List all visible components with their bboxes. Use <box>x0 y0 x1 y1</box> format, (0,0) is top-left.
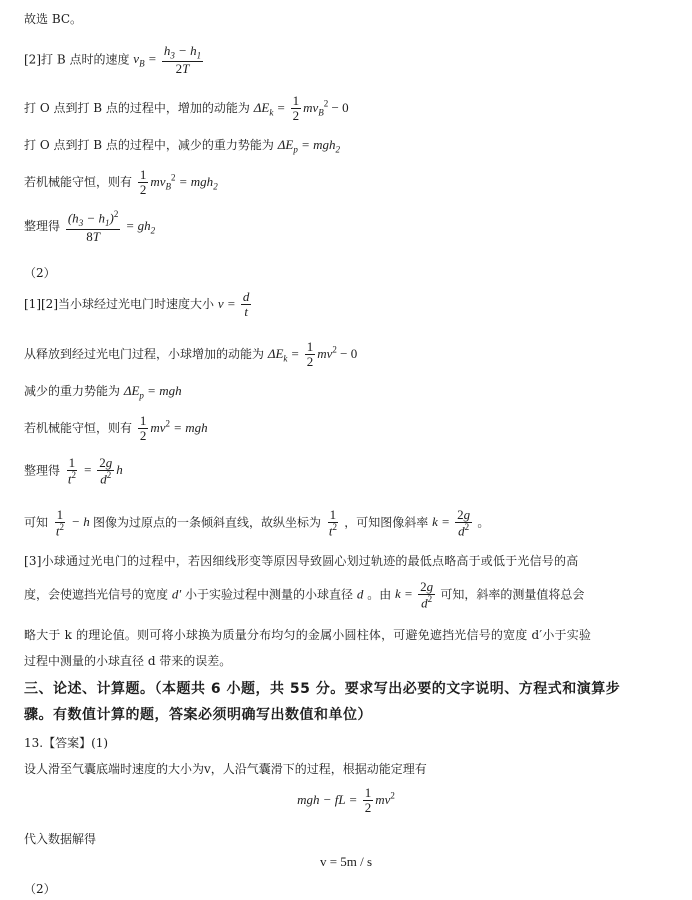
formula-vb: $v_B$ = $\frac{h_3 - h_1}{2T}$ <box>133 43 202 77</box>
text-line <box>24 290 253 320</box>
answer-label: 13.【答案】(1) <box>24 736 109 750</box>
line-text: 。 <box>477 515 490 530</box>
line-text: 若机械能守恒，则有 <box>24 420 133 435</box>
text-line <box>24 94 349 124</box>
text-line: 设人滑至气囊底端时速度的大小为v，人沿气囊滑下的过程，根据动能定理有 <box>24 762 427 776</box>
line-text: 小于实验过程中测量的小球直径 <box>185 587 354 602</box>
formula-slope-2: k = $\frac{2g}{d^2}$ <box>395 579 434 611</box>
text-line <box>24 456 123 487</box>
line-text: [1][2]当小球经过光电门时速度大小 <box>24 296 214 311</box>
formula-ek-2: $\Delta E_k$ = $\frac{1}{2}$ $mv^2 - 0$ <box>267 339 358 370</box>
text-line <box>24 44 205 77</box>
section-heading: 三、论述、计算题。（本题共 6 小题，共 55 分。要求写出必要的文字说明、方程式和演算步 <box>24 681 621 697</box>
line-text: [2]打 B 点时的速度 <box>24 52 130 67</box>
part-label: （2） <box>24 882 56 896</box>
line-text: 整理得 <box>24 463 61 478</box>
line-text: 图像为过原点的一条倾斜直线，故纵坐标为 <box>93 515 322 530</box>
text-line: 故选 BC。 <box>24 12 83 26</box>
text-line <box>24 168 218 198</box>
formula-ek: $\Delta E_k$ = $\frac{1}{2}$ $mv_B^2 - 0$ <box>253 93 349 124</box>
line-text: ，可知图像斜率 <box>344 515 429 530</box>
line-text: 打 O 点到打 B 点的过程中，增加的动能为 <box>24 100 250 115</box>
text-line <box>24 136 340 155</box>
text-line: 略大于 k 的理论值。则可将小球换为质量分布均匀的金属小圆柱体，可避免遮挡光信号的宽度 d′小于实验 <box>24 628 592 642</box>
text-line <box>24 340 357 370</box>
formula-slope: k = $\frac{2g}{d^2}$ <box>432 507 471 539</box>
formula-ordinate: $\frac{1}{t^2}$ <box>328 507 337 539</box>
line-text: 整理得 <box>24 219 61 234</box>
formula-axes: $\frac{1}{t^2}$ − h <box>55 507 93 539</box>
formula-result-2: $\frac{1}{t^2}$ = $\frac{2g}{d^2}$ h <box>67 455 123 487</box>
text-line <box>24 508 489 539</box>
line-text: 可知 <box>24 515 49 530</box>
text-line: [3]小球通过光电门的过程中，若因细线形变等原因导致圆心划过轨迹的最低点略高于或低于光信号的高 <box>24 554 579 568</box>
formula-ep-2: $\Delta E_p$ = mgh <box>123 383 182 401</box>
text-line <box>24 210 155 244</box>
formula-conservation-2: $\frac{1}{2}$ $mv^2$ = mgh <box>139 413 208 444</box>
line-text: 度，会使遮挡光信号的宽度 <box>24 587 169 602</box>
text-line <box>24 414 208 444</box>
line-text: 若机械能守恒，则有 <box>24 174 133 189</box>
formula-kinetic-theorem: mgh − fL = $\frac{1}{2}$ $mv^2$ <box>297 785 395 816</box>
formula-ep: $\Delta E_p = mgh_2$ <box>277 137 340 155</box>
section-heading: 骤。有数值计算的题，答案必须明确写出数值和单位） <box>24 707 372 723</box>
formula-d: d <box>356 586 364 602</box>
formula-energy-conservation: $\frac{1}{2}$ $mv_B^2 = mgh_2$ <box>139 167 218 198</box>
part-label: （2） <box>24 266 56 280</box>
formula-result: $\frac{(h_3 - h_1)^2}{8T}$ = $gh_2$ <box>67 209 156 244</box>
text-line: 代入数据解得 <box>24 832 97 846</box>
formula-d-prime: d′ <box>171 586 182 602</box>
text-line: 过程中测量的小球直径 d 带来的误差。 <box>24 654 232 668</box>
line-text: 打 O 点到打 B 点的过程中，减少的重力势能为 <box>24 138 274 152</box>
formula-result-v: v = 5m / s <box>319 854 373 869</box>
text-line <box>24 382 182 401</box>
line-text: 减少的重力势能为 <box>24 384 121 398</box>
text-line <box>24 580 584 611</box>
line-text: 可知，斜率的测量值将总会 <box>440 587 585 602</box>
line-text: 。由 <box>367 587 392 602</box>
formula-v: v = $\frac{d}{t}$ <box>217 289 250 320</box>
line-text: 从释放到经过光电门过程，小球增加的动能为 <box>24 346 265 361</box>
